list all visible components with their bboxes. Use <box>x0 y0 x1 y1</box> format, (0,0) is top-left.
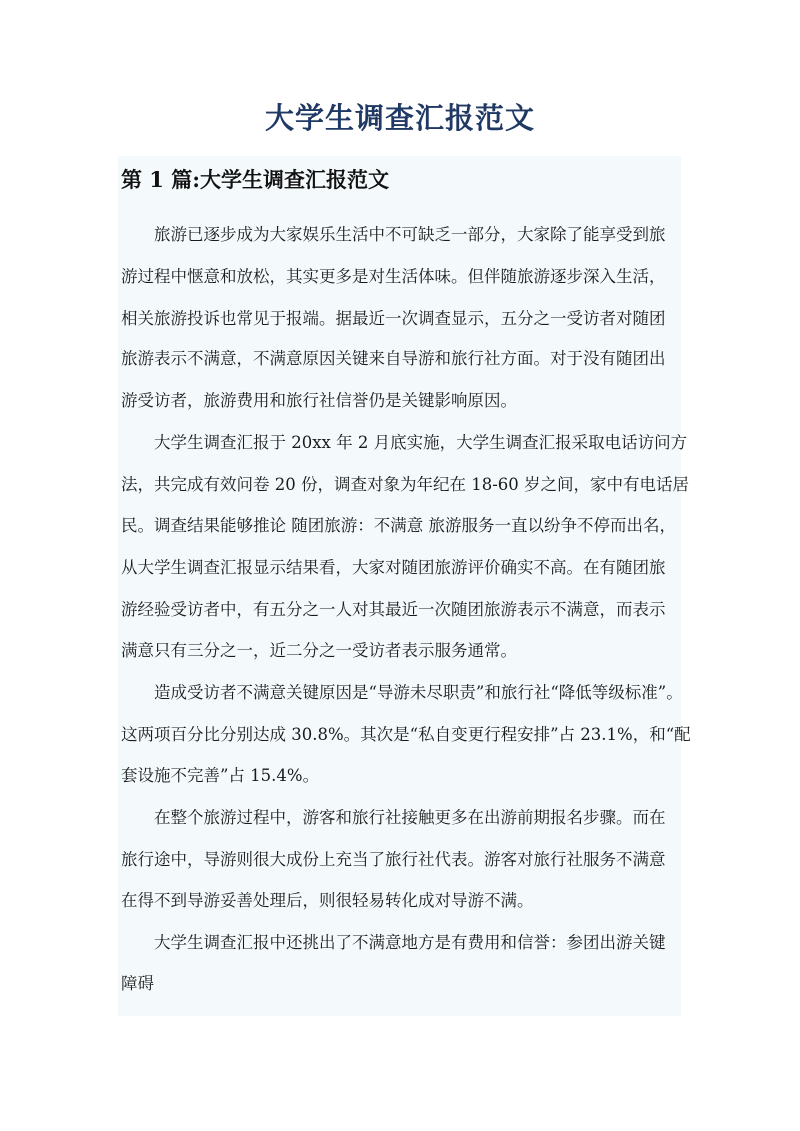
text-line: 大学生调查汇报中还挑出了不满意地方是有费用和信誉：参团出游关键 <box>154 933 666 952</box>
text-line: 法，共完成有效问卷 20 份，调查对象为年纪在 18-60 岁之间，家中有电话居 <box>121 475 690 494</box>
text-line: 游经验受访者中，有五分之一人对其最近一次随团旅游表示不满意，而表示 <box>121 600 666 619</box>
text-line: 造成受访者不满意关键原因是“导游未尽职责”和旅行社“降低等级标准”。 <box>154 683 683 702</box>
text-line: 民。调查结果能够推论 随团旅游：不满意 旅游服务一直以纷争不停而出名， <box>121 516 676 535</box>
document-title: 大学生调查汇报范文 <box>264 101 535 135</box>
text-line: 套设施不完善”占 15.4%。 <box>121 766 320 785</box>
text-line: 旅游表示不满意，不满意原因关键来自导游和旅行社方面。对于没有随团出 <box>121 349 666 368</box>
text-line: 从大学生调查汇报显示结果看，大家对随团旅游评价确实不高。在有随团旅 <box>121 558 666 577</box>
text-line: 这两项百分比分别达成 30.8%。其次是“私自变更行程安排”占 23.1%，和“配 <box>121 725 691 744</box>
text-line: 游受访者，旅游费用和旅行社信誉仍是关键影响原因。 <box>121 391 517 410</box>
text-line: 在得不到导游妥善处理后，则很轻易转化成对导游不满。 <box>121 891 534 910</box>
text-line: 旅游已逐步成为大家娱乐生活中不可缺乏一部分，大家除了能享受到旅 <box>154 225 666 244</box>
text-line: 相关旅游投诉也常见于报端。据最近一次调查显示，五分之一受访者对随团 <box>121 309 666 328</box>
text-line: 满意只有三分之一，近二分之一受访者表示服务通常。 <box>121 641 517 660</box>
text-line: 游过程中惬意和放松，其实更多是对生活体味。但伴随旅游逐步深入生活， <box>121 267 666 286</box>
section-heading: 第 1 篇:大学生调查汇报范文 <box>121 167 389 192</box>
article-body <box>118 156 691 1016</box>
text-line: 在整个旅游过程中，游客和旅行社接触更多在出游前期报名步骤。而在 <box>154 808 666 827</box>
text-line: 障碍 <box>121 974 154 993</box>
text-line: 大学生调查汇报于 20xx 年 2 月底实施，大学生调查汇报采取电话访问方 <box>154 433 688 452</box>
text-line: 旅行途中，导游则很大成份上充当了旅行社代表。游客对旅行社服务不满意 <box>121 850 666 869</box>
